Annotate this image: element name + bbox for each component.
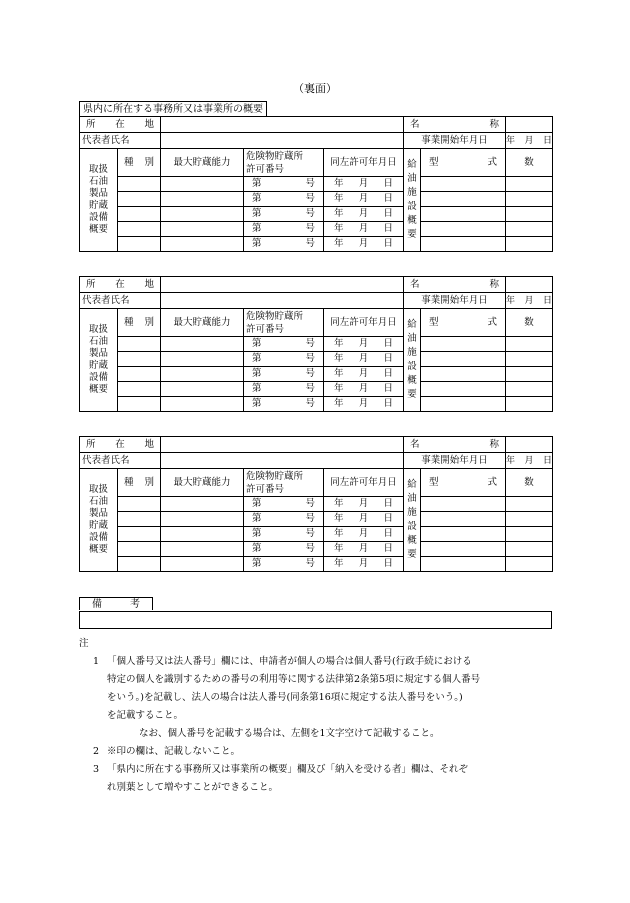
- permit-date-header: 同左許可年月日: [324, 309, 404, 337]
- count-cell[interactable]: [506, 337, 553, 352]
- type-cell[interactable]: [118, 177, 161, 192]
- facility-block-2: [79, 276, 553, 412]
- permit-number-cell[interactable]: 第 号: [244, 177, 324, 192]
- note-item: [79, 653, 559, 725]
- note-item: [79, 743, 559, 761]
- count-cell[interactable]: [506, 192, 553, 207]
- table-row: [80, 177, 553, 192]
- capacity-cell[interactable]: [161, 237, 244, 252]
- count-header: 数: [506, 149, 553, 177]
- start-date-label: 事業開始年月日: [404, 453, 506, 469]
- note-line: 特定の個人を識別するための番号の利用等に関する法律第2条第5項に規定する個人番号: [107, 674, 481, 685]
- start-date-field[interactable]: 年 月 日: [506, 293, 553, 309]
- table-row: [80, 542, 553, 557]
- type-cell[interactable]: [118, 352, 161, 367]
- count-cell[interactable]: [506, 352, 553, 367]
- capacity-cell[interactable]: [161, 222, 244, 237]
- storage-equipment-label: 取扱 石油 製品 貯蔵 設備 概要: [80, 309, 118, 412]
- table-row: [80, 222, 553, 237]
- note-line: れ別葉として増やすことができること。: [107, 782, 279, 793]
- count-cell[interactable]: [506, 237, 553, 252]
- permit-date-cell[interactable]: 年 月 日: [324, 557, 404, 572]
- notes-header: 注: [79, 638, 89, 649]
- model-header: 型 式: [421, 149, 506, 177]
- count-cell[interactable]: [506, 512, 553, 527]
- permit-number-cell[interactable]: 第 号: [244, 382, 324, 397]
- name-field[interactable]: [506, 437, 553, 453]
- capacity-cell[interactable]: [161, 337, 244, 352]
- max-capacity-header: 最大貯蔵能力: [161, 309, 244, 337]
- count-cell[interactable]: [506, 527, 553, 542]
- permit-date-cell[interactable]: 年 月 日: [324, 177, 404, 192]
- table-row: [80, 367, 553, 382]
- type-cell[interactable]: [118, 237, 161, 252]
- permit-date-cell[interactable]: 年 月 日: [324, 222, 404, 237]
- note-number: [79, 725, 107, 743]
- model-cell[interactable]: [421, 192, 506, 207]
- name-field[interactable]: [506, 277, 553, 293]
- table-row: [80, 382, 553, 397]
- model-header: 型 式: [421, 469, 506, 497]
- location-field[interactable]: [161, 117, 404, 133]
- type-cell[interactable]: [118, 557, 161, 572]
- storage-equipment-label: 取扱 石油 製品 貯蔵 設備 概要: [80, 149, 118, 252]
- table-row: [80, 207, 553, 222]
- permit-date-cell[interactable]: 年 月 日: [324, 512, 404, 527]
- note-line: 「個人番号又は法人番号」欄には、申請者が個人の場合は個人番号(行政手続における: [107, 656, 472, 667]
- capacity-cell[interactable]: [161, 382, 244, 397]
- remarks-field[interactable]: [79, 611, 552, 629]
- location-field[interactable]: [161, 437, 404, 453]
- facility-block-3: [79, 436, 553, 572]
- storage-equipment-label: 取扱 石油 製品 貯蔵 設備 概要: [80, 469, 118, 572]
- count-cell[interactable]: [506, 497, 553, 512]
- location-label: 所 在 地: [80, 117, 161, 133]
- model-cell[interactable]: [421, 237, 506, 252]
- table-row: [80, 527, 553, 542]
- count-cell[interactable]: [506, 177, 553, 192]
- table-row: [80, 512, 553, 527]
- note-line: なお、個人番号を記載する場合は、左側を1文字空けて記載すること。: [139, 728, 440, 739]
- model-cell[interactable]: [421, 557, 506, 572]
- model-cell[interactable]: [421, 337, 506, 352]
- table-row: [80, 497, 553, 512]
- capacity-cell[interactable]: [161, 352, 244, 367]
- count-cell[interactable]: [506, 222, 553, 237]
- permit-number-header: 危険物貯蔵所 許可番号: [244, 309, 324, 337]
- type-cell[interactable]: [118, 192, 161, 207]
- permit-date-cell[interactable]: 年 月 日: [324, 542, 404, 557]
- remarks-label-a: 備: [92, 599, 102, 610]
- count-cell[interactable]: [506, 397, 553, 412]
- note-number: 3: [92, 764, 99, 775]
- table-row: [80, 352, 553, 367]
- representative-field[interactable]: [161, 453, 404, 469]
- capacity-cell[interactable]: [161, 542, 244, 557]
- model-cell[interactable]: [421, 207, 506, 222]
- permit-number-cell[interactable]: 第 号: [244, 397, 324, 412]
- permit-date-cell[interactable]: 年 月 日: [324, 352, 404, 367]
- representative-label: 代表者氏名: [80, 293, 161, 309]
- remarks-caption: [79, 597, 153, 610]
- permit-number-cell[interactable]: 第 号: [244, 512, 324, 527]
- name-label: 名 称: [404, 437, 506, 453]
- representative-label: 代表者氏名: [80, 453, 161, 469]
- note-item: [79, 725, 559, 743]
- note-number: 2: [92, 746, 99, 757]
- model-header: 型 式: [421, 309, 506, 337]
- representative-label: 代表者氏名: [80, 133, 161, 149]
- permit-number-cell[interactable]: 第 号: [244, 337, 324, 352]
- representative-field[interactable]: [161, 293, 404, 309]
- capacity-cell[interactable]: [161, 177, 244, 192]
- table-row: [80, 397, 553, 412]
- type-cell[interactable]: [118, 207, 161, 222]
- model-cell[interactable]: [421, 397, 506, 412]
- table-row: [80, 237, 553, 252]
- representative-field[interactable]: [161, 133, 404, 149]
- permit-number-header: 危険物貯蔵所 許可番号: [244, 149, 324, 177]
- capacity-cell[interactable]: [161, 207, 244, 222]
- remarks-label-b: 考: [130, 599, 140, 610]
- table-row: [80, 192, 553, 207]
- model-cell[interactable]: [421, 512, 506, 527]
- location-field[interactable]: [161, 277, 404, 293]
- capacity-cell[interactable]: [161, 192, 244, 207]
- table-row: [80, 557, 553, 572]
- note-line: 「県内に所在する事務所又は事業所の概要」欄及び「納入を受ける者」欄は、それぞ: [107, 764, 469, 775]
- fueling-facility-label: 給 油 施 設 概 要: [404, 149, 421, 252]
- model-cell[interactable]: [421, 222, 506, 237]
- type-cell[interactable]: [118, 512, 161, 527]
- model-cell[interactable]: [421, 382, 506, 397]
- max-capacity-header: 最大貯蔵能力: [161, 469, 244, 497]
- name-field[interactable]: [506, 117, 553, 133]
- permit-date-header: 同左許可年月日: [324, 149, 404, 177]
- type-cell[interactable]: [118, 222, 161, 237]
- permit-number-cell[interactable]: 第 号: [244, 237, 324, 252]
- capacity-cell[interactable]: [161, 527, 244, 542]
- type-cell[interactable]: [118, 397, 161, 412]
- permit-number-cell[interactable]: 第 号: [244, 352, 324, 367]
- page-title: （裏面）: [293, 82, 337, 95]
- permit-date-cell[interactable]: 年 月 日: [324, 367, 404, 382]
- count-cell[interactable]: [506, 382, 553, 397]
- model-cell[interactable]: [421, 177, 506, 192]
- notes-section: [79, 635, 559, 797]
- count-cell[interactable]: [506, 367, 553, 382]
- type-cell[interactable]: [118, 382, 161, 397]
- count-cell[interactable]: [506, 557, 553, 572]
- permit-date-cell[interactable]: 年 月 日: [324, 527, 404, 542]
- note-number: 1: [92, 656, 99, 667]
- section-caption: 県内に所在する事務所又は事業所の概要: [79, 101, 267, 117]
- permit-number-cell[interactable]: 第 号: [244, 207, 324, 222]
- capacity-cell[interactable]: [161, 397, 244, 412]
- type-header: 種 別: [118, 309, 161, 337]
- fueling-facility-label: 給 油 施 設 概 要: [404, 309, 421, 412]
- type-cell[interactable]: [118, 367, 161, 382]
- type-cell[interactable]: [118, 497, 161, 512]
- permit-number-cell[interactable]: 第 号: [244, 527, 324, 542]
- type-cell[interactable]: [118, 337, 161, 352]
- capacity-cell[interactable]: [161, 557, 244, 572]
- permit-date-cell[interactable]: 年 月 日: [324, 192, 404, 207]
- permit-date-cell[interactable]: 年 月 日: [324, 382, 404, 397]
- type-header: 種 別: [118, 149, 161, 177]
- permit-date-cell[interactable]: 年 月 日: [324, 397, 404, 412]
- table-row: [80, 337, 553, 352]
- name-label: 名 称: [404, 117, 506, 133]
- name-label: 名 称: [404, 277, 506, 293]
- permit-number-cell[interactable]: 第 号: [244, 557, 324, 572]
- start-date-field[interactable]: 年 月 日: [506, 453, 553, 469]
- permit-number-cell[interactable]: 第 号: [244, 542, 324, 557]
- capacity-cell[interactable]: [161, 367, 244, 382]
- model-cell[interactable]: [421, 352, 506, 367]
- capacity-cell[interactable]: [161, 512, 244, 527]
- model-cell[interactable]: [421, 497, 506, 512]
- type-cell[interactable]: [118, 542, 161, 557]
- count-cell[interactable]: [506, 207, 553, 222]
- permit-date-cell[interactable]: 年 月 日: [324, 337, 404, 352]
- permit-number-cell[interactable]: 第 号: [244, 222, 324, 237]
- model-cell[interactable]: [421, 367, 506, 382]
- type-cell[interactable]: [118, 527, 161, 542]
- permit-number-cell[interactable]: 第 号: [244, 497, 324, 512]
- location-label: 所 在 地: [80, 437, 161, 453]
- permit-number-cell[interactable]: 第 号: [244, 367, 324, 382]
- count-cell[interactable]: [506, 542, 553, 557]
- start-date-label: 事業開始年月日: [404, 133, 506, 149]
- model-cell[interactable]: [421, 527, 506, 542]
- note-line: を記載すること。: [107, 710, 184, 721]
- count-header: 数: [506, 309, 553, 337]
- model-cell[interactable]: [421, 542, 506, 557]
- start-date-field[interactable]: 年 月 日: [506, 133, 553, 149]
- facility-block-1: [79, 116, 553, 252]
- count-header: 数: [506, 469, 553, 497]
- max-capacity-header: 最大貯蔵能力: [161, 149, 244, 177]
- fueling-facility-label: 給 油 施 設 概 要: [404, 469, 421, 572]
- permit-date-cell[interactable]: 年 月 日: [324, 237, 404, 252]
- permit-date-header: 同左許可年月日: [324, 469, 404, 497]
- start-date-label: 事業開始年月日: [404, 293, 506, 309]
- note-line: をいう。)を記載し、法人の場合は法人番号(同条第16項に規定する法人番号をいう。): [107, 692, 463, 703]
- capacity-cell[interactable]: [161, 497, 244, 512]
- permit-number-cell[interactable]: 第 号: [244, 192, 324, 207]
- note-item: [79, 761, 559, 797]
- type-header: 種 別: [118, 469, 161, 497]
- permit-date-cell[interactable]: 年 月 日: [324, 497, 404, 512]
- location-label: 所 在 地: [80, 277, 161, 293]
- note-line: ※印の欄は、記載しないこと。: [107, 746, 241, 757]
- permit-date-cell[interactable]: 年 月 日: [324, 207, 404, 222]
- permit-number-header: 危険物貯蔵所 許可番号: [244, 469, 324, 497]
